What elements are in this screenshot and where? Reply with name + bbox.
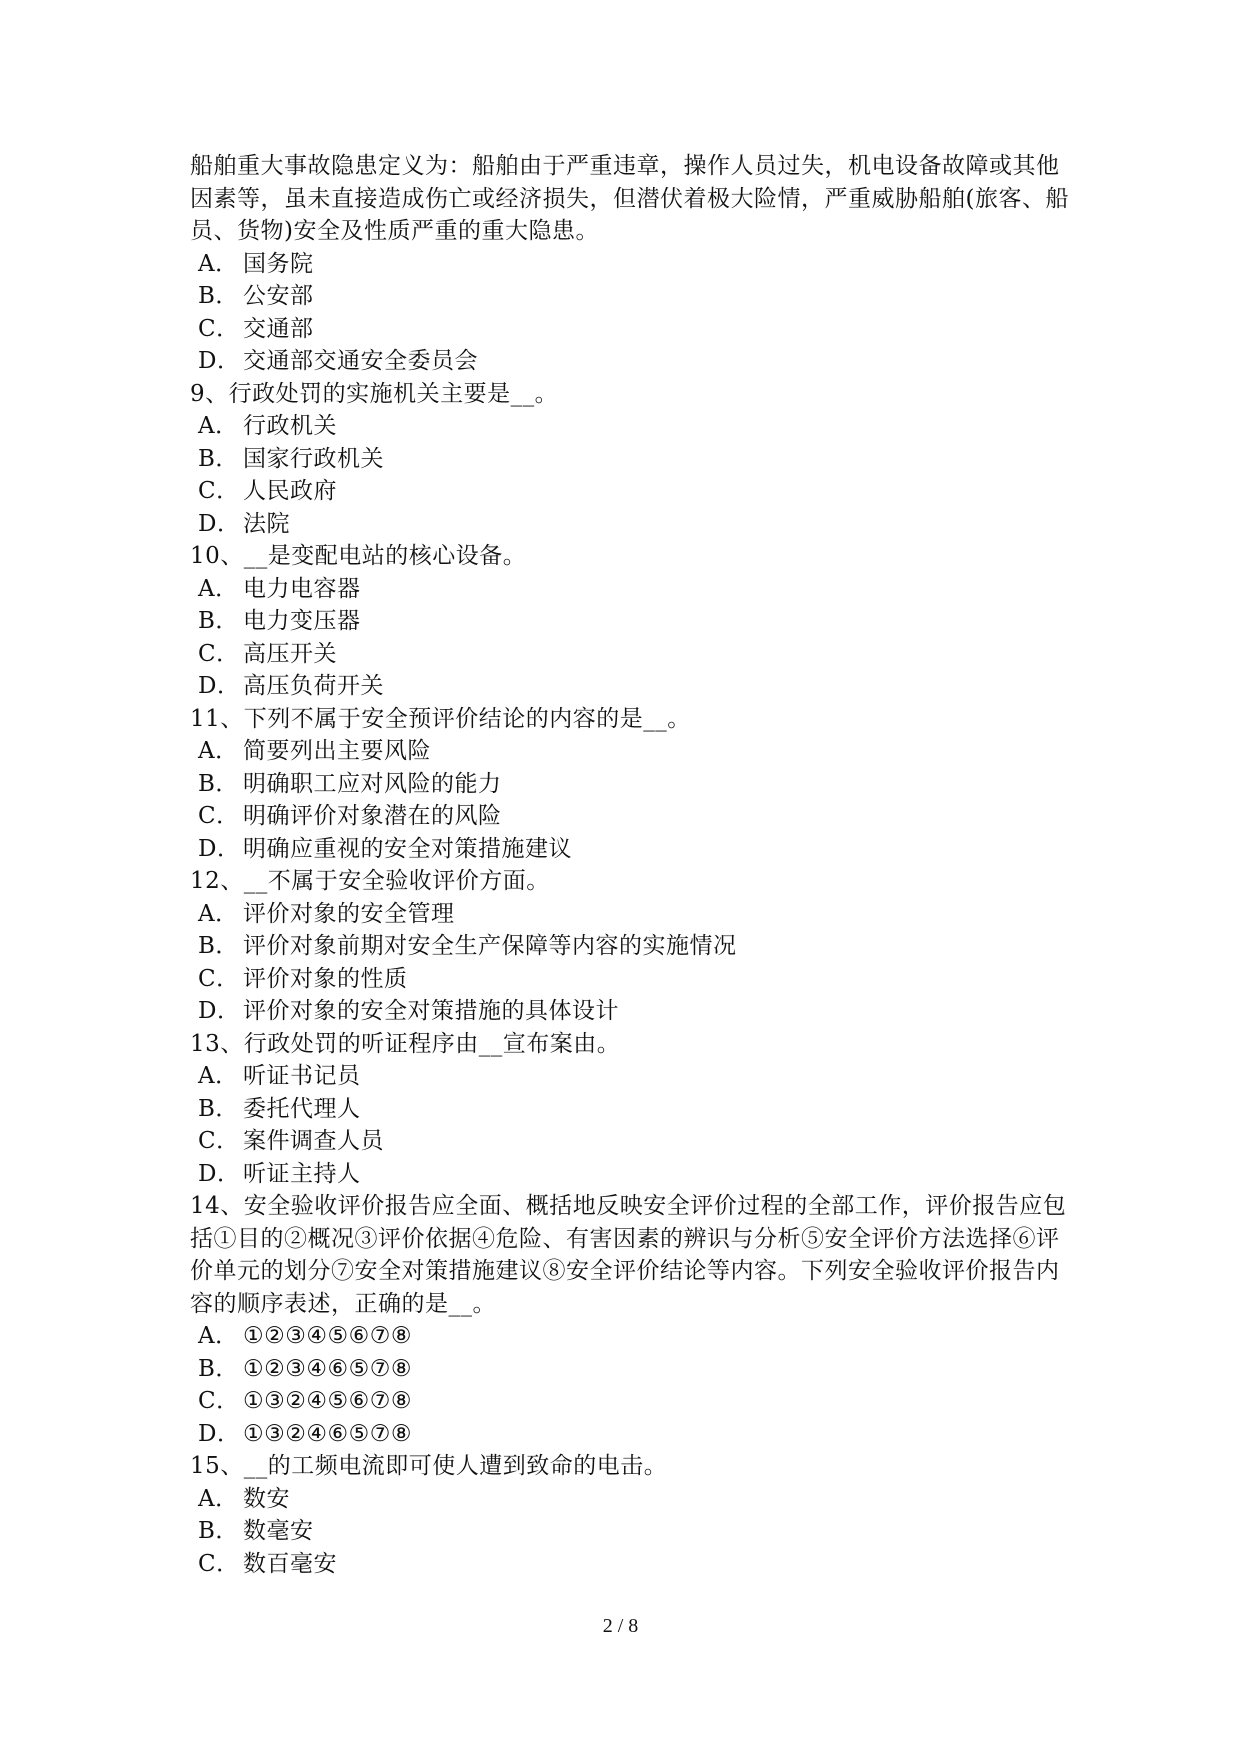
option-letter: C． xyxy=(198,803,240,829)
option-item xyxy=(198,475,1070,508)
option-item xyxy=(198,1125,1070,1158)
option-item xyxy=(198,670,1070,703)
option-text: 评价对象前期对安全生产保障等内容的实施情况 xyxy=(243,933,737,959)
option-item xyxy=(198,1385,1070,1418)
option-letter: D． xyxy=(198,510,241,537)
option-letter: B． xyxy=(198,1518,239,1544)
option-text: ①②③④⑤⑥⑦⑧ xyxy=(243,1323,412,1349)
question-stem: 9、行政处罚的实施机关主要是__。 xyxy=(190,380,559,407)
option-letter: B． xyxy=(198,283,239,309)
option-letter: A． xyxy=(198,575,239,602)
option-text: 委托代理人 xyxy=(243,1095,361,1122)
option-text: 国务院 xyxy=(243,250,314,277)
option-item xyxy=(198,573,1070,606)
option-letter: A． xyxy=(198,738,239,764)
option-item xyxy=(198,638,1070,671)
option-text: 评价对象的安全对策措施的具体设计 xyxy=(243,998,619,1024)
option-letter: B． xyxy=(198,933,239,959)
option-letter: B． xyxy=(198,770,239,797)
option-text: 听证主持人 xyxy=(243,1160,361,1187)
option-letter: D． xyxy=(198,1420,241,1447)
option-letter: C． xyxy=(198,965,240,992)
question-15 xyxy=(190,1450,1070,1580)
option-item xyxy=(198,1320,1070,1353)
option-text: 简要列出主要风险 xyxy=(243,738,431,764)
option-item xyxy=(198,735,1070,768)
question-14 xyxy=(190,1190,1070,1450)
option-item xyxy=(198,1483,1070,1516)
option-letter: D． xyxy=(198,998,241,1024)
option-letter: C． xyxy=(198,1550,240,1577)
option-text: 数毫安 xyxy=(243,1518,314,1544)
question-stem: 15、__的工频电流即可使人遭到致命的电击。 xyxy=(190,1453,668,1479)
option-text: 人民政府 xyxy=(243,478,337,504)
question-9 xyxy=(190,378,1070,541)
option-letter: B． xyxy=(198,445,239,472)
question-stem: 10、__是变配电站的核心设备。 xyxy=(190,543,527,569)
option-item xyxy=(198,443,1070,476)
option-text: 高压开关 xyxy=(243,640,337,667)
question-stem: 11、下列不属于安全预评价结论的内容的是__。 xyxy=(190,705,691,732)
option-text: 交通部交通安全委员会 xyxy=(243,348,478,374)
option-letter: C． xyxy=(198,1388,240,1414)
option-item xyxy=(198,410,1070,443)
option-text: 国家行政机关 xyxy=(243,445,384,472)
option-text: 交通部 xyxy=(243,315,314,342)
intro-option-list xyxy=(190,248,1070,378)
option-item xyxy=(198,833,1070,866)
option-text: 数安 xyxy=(243,1485,290,1512)
option-letter: A． xyxy=(198,900,239,927)
option-letter: C． xyxy=(198,315,240,342)
option-item xyxy=(198,345,1070,378)
option-item xyxy=(198,768,1070,801)
question-stem: 14、安全验收评价报告应全面、概括地反映安全评价过程的全部工作，评价报告应包括①目的②概况③评价依据④危险、有害因素的辨识与分析⑤安全评价方法选择⑥评价单元的划分⑦安全对策措施建议⑧安全评价结论等内容。下列安全验收评价报告内容的顺序表述，正确的是__。 xyxy=(190,1193,1067,1317)
option-letter: C． xyxy=(198,640,240,667)
option-text: ①②③④⑥⑤⑦⑧ xyxy=(243,1355,412,1382)
option-letter: B． xyxy=(198,1355,239,1382)
option-item xyxy=(198,1093,1070,1126)
option-text: ①③②④⑥⑤⑦⑧ xyxy=(243,1420,412,1447)
option-letter: B． xyxy=(198,1095,239,1122)
option-letter: C． xyxy=(198,1128,240,1154)
option-item xyxy=(198,280,1070,313)
option-letter: D． xyxy=(198,348,241,374)
option-text: 明确职工应对风险的能力 xyxy=(243,770,502,797)
option-item xyxy=(198,995,1070,1028)
question-11 xyxy=(190,703,1070,866)
question-12 xyxy=(190,865,1070,1028)
question-stem: 12、__不属于安全验收评价方面。 xyxy=(190,868,550,894)
option-text: 听证书记员 xyxy=(243,1063,361,1089)
option-text: 评价对象的安全管理 xyxy=(243,900,455,927)
option-item xyxy=(198,248,1070,281)
option-item xyxy=(198,800,1070,833)
option-text: 公安部 xyxy=(243,283,314,309)
option-text: 明确评价对象潜在的风险 xyxy=(243,803,502,829)
option-text: 评价对象的性质 xyxy=(243,965,408,992)
option-text: 行政机关 xyxy=(243,413,337,439)
option-letter: A． xyxy=(198,413,239,439)
option-item xyxy=(198,898,1070,931)
option-item xyxy=(198,930,1070,963)
option-letter: B． xyxy=(198,608,239,634)
option-item xyxy=(198,1515,1070,1548)
option-item xyxy=(198,1548,1070,1581)
option-letter: D． xyxy=(198,673,241,699)
option-letter: D． xyxy=(198,1160,241,1187)
option-text: 明确应重视的安全对策措施建议 xyxy=(243,835,572,862)
page-content xyxy=(190,150,1070,1580)
option-letter: A． xyxy=(198,1063,239,1089)
option-item xyxy=(198,1060,1070,1093)
option-letter: A． xyxy=(198,250,239,277)
option-text: 案件调查人员 xyxy=(243,1128,384,1154)
option-text: 高压负荷开关 xyxy=(243,673,384,699)
option-text: 法院 xyxy=(243,510,290,537)
option-item xyxy=(198,605,1070,638)
question-13 xyxy=(190,1028,1070,1191)
option-text: ①③②④⑤⑥⑦⑧ xyxy=(243,1388,412,1414)
option-item xyxy=(198,1158,1070,1191)
option-item xyxy=(198,1353,1070,1386)
option-text: 数百毫安 xyxy=(243,1550,337,1577)
page-number: 2 / 8 xyxy=(602,1615,639,1637)
intro-paragraph: 船舶重大事故隐患定义为：船舶由于严重违章，操作人员过失，机电设备故障或其他因素等，虽未直接造成伤亡或经济损失，但潜伏着极大险情，严重威胁船舶(旅客、船员、货物)安全及性质严重的重大隐患。 xyxy=(190,153,1069,244)
option-letter: A． xyxy=(198,1485,239,1512)
question-10 xyxy=(190,540,1070,703)
option-letter: C． xyxy=(198,478,240,504)
option-item xyxy=(198,508,1070,541)
option-text: 电力变压器 xyxy=(243,608,361,634)
option-text: 电力电容器 xyxy=(243,575,361,602)
question-stem: 13、行政处罚的听证程序由__宣布案由。 xyxy=(190,1030,621,1057)
option-letter: A． xyxy=(198,1323,239,1349)
option-letter: D． xyxy=(198,835,241,862)
option-item xyxy=(198,1418,1070,1451)
option-item xyxy=(198,313,1070,346)
option-item xyxy=(198,963,1070,996)
